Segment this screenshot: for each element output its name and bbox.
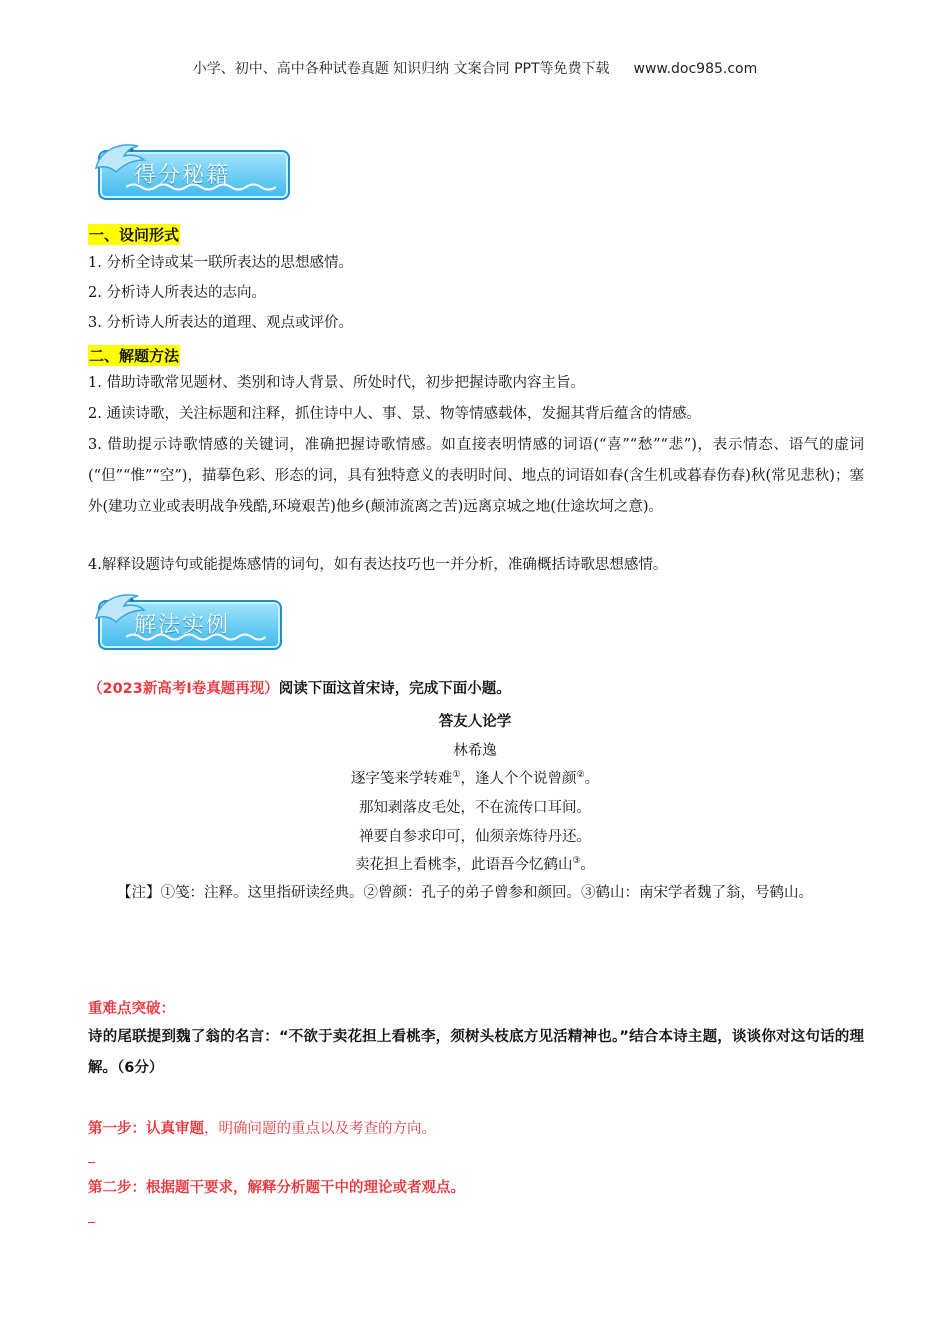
poem-line: 禅要自参求印可，仙须亲炼待丹还。 [359, 829, 591, 845]
analysis-heading: 重难点突破： [88, 1001, 175, 1017]
list-item: 2. 分析诗人所表达的志向。 [88, 285, 266, 301]
poem-line: 卖花担上看桃李，此语吾今忆鹤山③。 [354, 856, 596, 873]
poem-line: 逐字笺来学转难①，逢人个个说曾颜②。 [350, 770, 600, 787]
poem-notes: 【注】①笺：注释。这里指研读经典。②曾颜：孔子的弟子曾参和颜回。③鹤山：南宋学者魏了翁，号鹤山。 [117, 885, 813, 901]
analysis-question: 诗的尾联提到魏了翁的名言：“不欲于卖花担上看桃李，须树头枝底方见活精神也。”结合本诗主题，谈谈你对这句话的理解。（6分） [88, 1029, 864, 1076]
poem-line: 那知剥落皮毛处，不在流传口耳间。 [359, 800, 591, 816]
tips-badge [90, 138, 290, 200]
step-2: 第二步：根据题干要求，解释分析题干中的理论或者观点。 [88, 1180, 465, 1196]
list-item: 1. 分析全诗或某一联所表达的思想感情。 [88, 255, 353, 271]
method-paragraph-2: 2. 通读诗歌，关注标题和注释，抓住诗中人、事、景、物等情感载体，发掘其背后蕴含的情感。 [88, 406, 701, 422]
page-header [0, 58, 950, 78]
list-item: 3. 分析诗人所表达的道理、观点或评价。 [88, 315, 353, 331]
header-url[interactable]: www.doc985.com [633, 61, 758, 77]
method-paragraph-1: 1. 借助诗歌常见题材、类别和诗人背景、所处时代，初步把握诗歌内容主旨。 [88, 375, 585, 391]
step-1: 第一步：认真审题，明确问题的重点以及考查的方向。 [88, 1121, 436, 1137]
wave-icon [126, 182, 276, 192]
exam-instruction: 阅读下面这首宋诗，完成下面小题。 [278, 681, 511, 697]
section-title-methods: 二、解题方法 [89, 347, 180, 365]
tips-badge-label: 得分秘籍 [134, 163, 231, 188]
poem-title: 答友人论学 [438, 714, 512, 730]
divider [88, 1222, 95, 1223]
poem-author: 林希逸 [453, 743, 497, 759]
section-title-question-forms: 一、设问形式 [89, 226, 180, 244]
example-badge-label: 解法实例 [134, 613, 231, 638]
wave-icon [126, 632, 266, 642]
exam-source: （2023新高考I卷真题再现） [88, 681, 279, 697]
example-badge [90, 588, 290, 650]
header-text: 小学、初中、高中各种试卷真题 知识归纳 文案合同 PPT等免费下载 [192, 61, 610, 77]
method-paragraph-3: 3. 借助提示诗歌情感的关键词，准确把握诗歌情感。如直接表明情感的词语(“喜”“愁”“悲”)，表示情态、语气的虚词(“但”“惟”“空”)，描摹色彩、形态的词，具有独特意义的表明时间、地点的词语如春(含生机或暮春伤春)秋(常见悲秋)；塞外(建功立业或表明战争残酷,环境艰苦)他乡(颠沛流离之苦)远离京城之地(仕途坎坷之意)。 [88, 437, 864, 515]
divider [88, 1162, 95, 1163]
method-paragraph-4: 4.解释设题诗句或能提炼感情的词句，如有表达技巧也一并分析，准确概括诗歌思想感情。 [88, 557, 668, 573]
example-intro [88, 679, 511, 699]
